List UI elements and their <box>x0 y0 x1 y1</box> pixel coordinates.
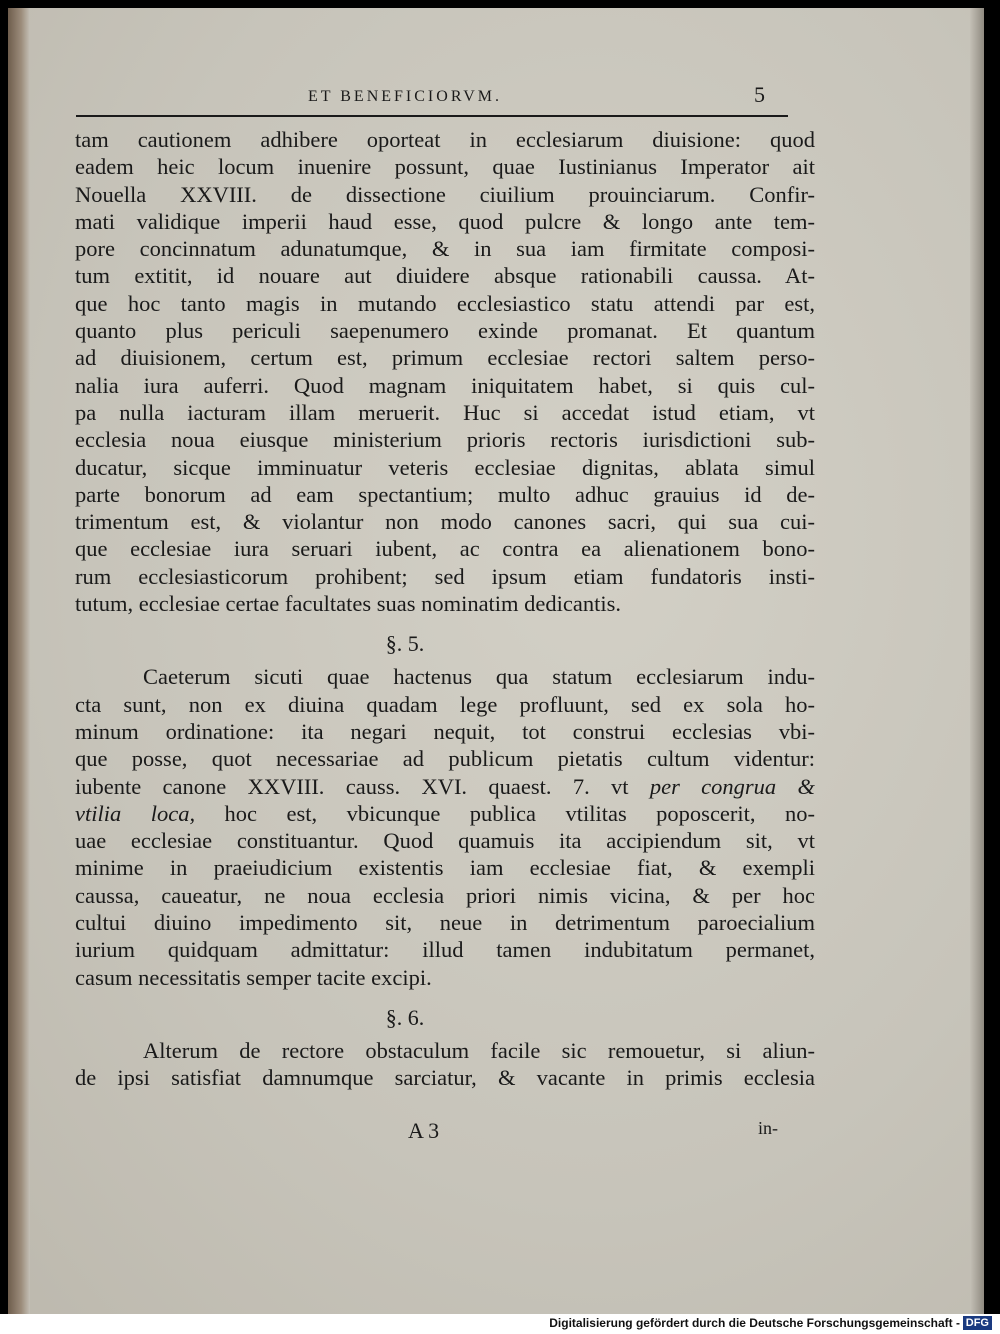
text-line: ecclesia noua eiusque ministerium prioris rectoris iurisdictioni sub- <box>75 427 815 453</box>
digitization-credit-bar <box>0 1314 1000 1334</box>
italic-phrase: vtilia loca, <box>75 800 196 826</box>
text-line: pore concinnatum adunatumque, & in sua iam firmitate composi- <box>75 236 815 262</box>
text-line: que hoc tanto magis in mutando ecclesiastico statu attendi par est, <box>75 290 815 316</box>
text-line: tutum, ecclesiae certae facultates suas nominatim dedicantis. <box>75 591 622 617</box>
section-heading-6: §. 6. <box>385 1004 425 1030</box>
running-head: ET BENEFICIORVM. <box>308 88 502 105</box>
body-text <box>75 126 815 1092</box>
text-line: ad diuisionem, certum est, primum ecclesiae rectori saltem perso- <box>75 345 815 371</box>
text-line: trimentum est, & violantur non modo canones sacri, qui sua cui- <box>75 509 815 535</box>
text-line: cultui diuino impedimento sit, neue in detrimentum paroecialium <box>75 910 815 936</box>
text-line: Nouella XXVIII. de dissectione ciuilium prouinciarum. Confir- <box>75 181 815 207</box>
text-line: mati validique imperii haud esse, quod pulcre & longo ante tem- <box>75 208 815 234</box>
text-line: ducatur, sicque imminuatur veteris ecclesiae dignitas, ablata simul <box>75 454 815 480</box>
text-line: eadem heic locum inuenire possunt, quae Iustinianus Imperator ait <box>75 154 815 180</box>
text-line: de ipsi satisfiat damnumque sarciatur, & vacante in primis ecclesia <box>75 1065 815 1091</box>
text-line: cta sunt, non ex diuina quadam lege profluunt, sed ex sola ho- <box>75 691 815 717</box>
section-heading-5: §. 5. <box>385 631 425 657</box>
page-number: 5 <box>754 82 765 107</box>
page-header <box>8 82 984 112</box>
text-segment: iubente canone XXVIII. causs. XVI. quaest. 7. vt <box>75 773 629 799</box>
text-line: minime in praeiudicium existentis iam ecclesiae fiat, & exempli <box>75 855 815 881</box>
header-rule <box>76 115 788 117</box>
catchword: in- <box>758 1118 778 1138</box>
paragraph-1 <box>75 126 815 617</box>
text-line: minum ordinatione: ita negari nequit, tot construi ecclesias vbi- <box>75 718 815 744</box>
text-line: Alterum de rectore obstaculum facile sic remouetur, si aliun- <box>143 1037 815 1063</box>
text-line: tum extitit, id nouare aut diuidere absque rationabili caussa. At- <box>75 263 815 289</box>
text-line: parte bonorum ad eam spectantium; multo adhuc grauius id de- <box>75 481 815 507</box>
text-line: que ecclesiae iura seruari iubent, ac contra ea alienationem bono- <box>75 536 815 562</box>
text-line: Caeterum sicuti quae hactenus qua statum ecclesiarum indu- <box>143 664 815 690</box>
text-line: pa nulla iacturam illam meruerit. Huc si accedat istud etiam, vt <box>75 399 815 425</box>
paragraph-2 <box>75 663 815 991</box>
text-line: caussa, caueatur, ne noua ecclesia priori nimis vicina, & per hoc <box>75 882 815 908</box>
paragraph-3 <box>75 1037 815 1092</box>
text-line <box>75 800 815 827</box>
text-line: iurium quidquam admittatur: illud tamen indubitatum permanet, <box>75 937 815 963</box>
text-line <box>75 773 815 800</box>
page-edge-shadow <box>970 8 984 1314</box>
italic-phrase: per congrua & <box>649 773 815 799</box>
text-line: nalia iura auferri. Quod magnam iniquitatem habet, si quis cul- <box>75 372 815 398</box>
digitization-credit: Digitalisierung gefördert durch die Deutsche Forschungsgemeinschaft - <box>549 1316 960 1330</box>
text-line: tam cautionem adhibere oporteat in ecclesiarum diuisione: quod <box>75 127 815 152</box>
text-line: uae ecclesiae constituantur. Quod quamuis ita accipiendum sit, vt <box>75 828 815 854</box>
dfg-logo: DFG <box>963 1316 992 1330</box>
book-page <box>8 8 984 1314</box>
signature-mark: A 3 <box>408 1118 440 1143</box>
text-line: rum ecclesiasticorum prohibent; sed ipsum etiam fundatoris insti- <box>75 563 815 589</box>
text-line: casum necessitatis semper tacite excipi. <box>75 964 432 990</box>
text-segment: hoc est, vbicunque publica vtilitas poposcerit, no- <box>195 800 815 826</box>
text-line: quanto plus periculi saepenumero exinde promanat. Et quantum <box>75 318 815 344</box>
text-line: que posse, quot necessariae ad publicum pietatis cultum videntur: <box>75 746 815 772</box>
